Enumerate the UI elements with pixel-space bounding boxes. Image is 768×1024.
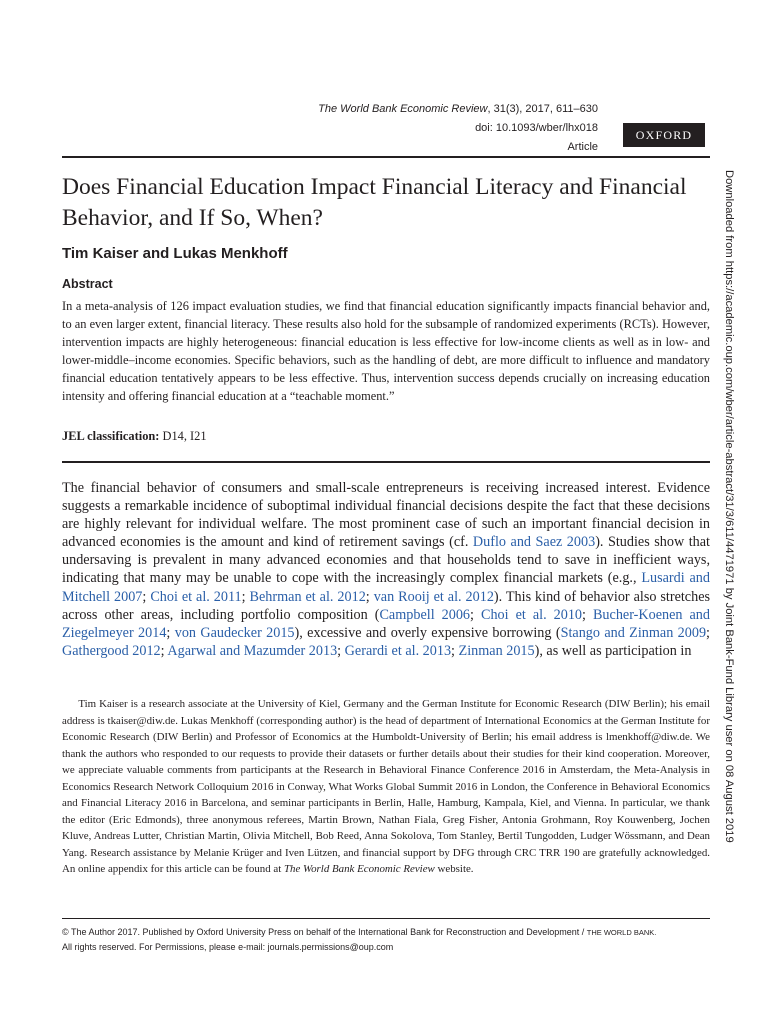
abstract-heading: Abstract [62,277,113,291]
citation-link[interactable]: Behrman et al. 2012 [249,588,366,605]
journal-volume-pages: , 31(3), 2017, 611–630 [487,103,598,115]
body-text: ; [241,588,250,605]
jel-codes: D14, I21 [159,429,207,443]
body-text: ; [582,606,593,623]
body-text: ), as well as participation in [534,642,692,659]
body-text: ; [706,624,710,641]
body-text: ; [166,624,175,641]
permissions-line: All rights reserved. For Permissions, please e-mail: journals.permissions@oup.com [62,942,394,952]
body-text: The financial behavior of consumers and small-scale entrepreneurs is receiving increased interest. Evidence suggests a remarkable incidence of suboptimal individual financial decisions despite the fact that these decisions are highly relevant for individual welfare. The most prominent case of such an important financial decision in advanced economies is the amount and kind of retirement savings (cf. [62,480,710,551]
body-text: ; [365,588,374,605]
header-rule [62,156,710,158]
citation-link[interactable]: Stango and Zinman 2009 [560,624,707,641]
abstract-rule [62,461,710,463]
body-text: ). This kind of behavior also stretches across other areas, including portfolio composition ( [62,588,711,623]
journal-name: The World Bank Economic Review [318,103,488,115]
footnote-text: Tim Kaiser is a research associate at the University of Kiel, Germany and the German Institute for Economic Research (DIW Berlin); his email address is tkaiser@diw.de. Lukas Menkhoff (corresponding author) is the head of department of International Economics at the German Institute for Economic Research (DIW Berlin) and Professor of Economics at the Humboldt-University of Berlin; his email address is lmenkhoff@diw.de. We thank the authors who responded to our requests to provide their datasets or further details about their studies for their kind cooperation. Moreover, we appreciate valuable comments from participants at the Research in Behavioral Finance Conference 2016 in Amsterdam, the Meta-Analysis in Economics Research Network Colloquium 2016 in Conway, What Works Global Summit 2016 in London, the Conference in Behavioral Economics and Financial Literacy 2016 in Barcelona, and seminar participants in Berlin, Halle, Hamburg, Kampala, Kiel, and Vienna. In particular, we thank the editor (Eric Edmonds), three anonymous referees, Martin Brown, Nathan Fiala, Greg Fisher, Antonia Grohmann, Roy Kouwenberg, Jochen Kluve, Andreas Lutter, Christian Martin, Olivia Mitchell, Bob Reed, Anna Sokolova, Tom Stanley, Bertil Tungodden, Ludger Wössmann, and Dean Yang. Research assistance by Melanie Krüger and Iven Lützen, and financial support by DFG through CRC TRR 190 are gratefully acknowledged. An online appendix for this article can be found at [62,698,710,875]
citation-link[interactable]: von Gaudecker 2015 [174,624,295,641]
article-title: Does Financial Education Impact Financial Literacy and Financial Behavior, and If So, When? [62,174,687,231]
body-text: ; [337,642,345,659]
jel-classification [62,429,207,444]
copyright-notice [62,925,722,955]
body-paragraph [62,479,710,660]
citation-link[interactable]: Lusardi and Mitchell 2007 [62,570,710,605]
citation-link[interactable]: van Rooij et al. 2012 [373,588,494,605]
citation-link[interactable]: Choi et al. 2010 [480,606,583,623]
copyright-text: © The Author 2017. Published by Oxford University Press on behalf of the International Bank for Reconstruction and Development / [62,927,587,937]
oxford-logo: OXFORD [623,123,705,147]
citation-link[interactable]: Duflo and Saez 2003 [472,534,596,551]
citation-link[interactable]: Campbell 2006 [379,606,471,623]
abstract-text: In a meta-analysis of 126 impact evaluation studies, we find that financial education significantly impacts financial behavior and, to an even larger extent, financial literacy. These results also hold for the subsample of randomized experiments (RCTs). However, intervention impacts are highly heterogeneous: financial education is less effective for low-income clients as well as in low- and lower-middle–income economies. Specific behaviors, such as the handling of debt, are more difficult to influence and mandatory financial education tentatively appears to be less effective. Thus, intervention success depends crucially on increasing education intensity and offering financial education at a “teachable moment.” [62,299,710,404]
doi[interactable]: doi: 10.1093/wber/lhx018 [475,122,598,134]
body-text: ), excessive and overly expensive borrowing ( [294,624,561,641]
footnote-journal-name: The World Bank Economic Review [283,863,435,875]
authors: Tim Kaiser and Lukas Menkhoff [62,245,288,262]
journal-citation [300,100,598,119]
article-type: Article [567,141,598,153]
body-text: ; [160,642,168,659]
body-text: ; [142,588,151,605]
footnote-text: website. [434,863,474,875]
copyright-smallcaps: THE WORLD BANK. [586,928,657,937]
footer-rule [62,918,710,919]
jel-label: JEL classification: [62,429,160,443]
citation-link[interactable]: Gerardi et al. 2013 [344,642,452,659]
citation-link[interactable]: Choi et al. 2011 [150,588,242,605]
body-text: ; [451,642,459,659]
citation-link[interactable]: Bucher-Koenen and Ziegelmeyer 2014 [62,606,710,641]
citation-link[interactable]: Agarwal and Mazumder 2013 [167,642,338,659]
author-footnote [62,696,710,878]
body-text: ). Studies show that undersaving is prevalent in many advanced economies and that households tend to save in inefficient ways, indicating that many may be unable to cope with the increasingly complex financial markets (e.g., [62,534,711,587]
citation-link[interactable]: Zinman 2015 [458,642,535,659]
body-text: ; [470,606,481,623]
citation-link[interactable]: Gathergood 2012 [62,642,161,659]
download-watermark: Downloaded from https://academic.oup.com/wber/article-abstract/31/3/611/4471971 by Joint Bank-Fund Library user on 08 August 2019 [723,170,735,843]
copyright-line [62,925,722,940]
journal-header [300,100,598,157]
